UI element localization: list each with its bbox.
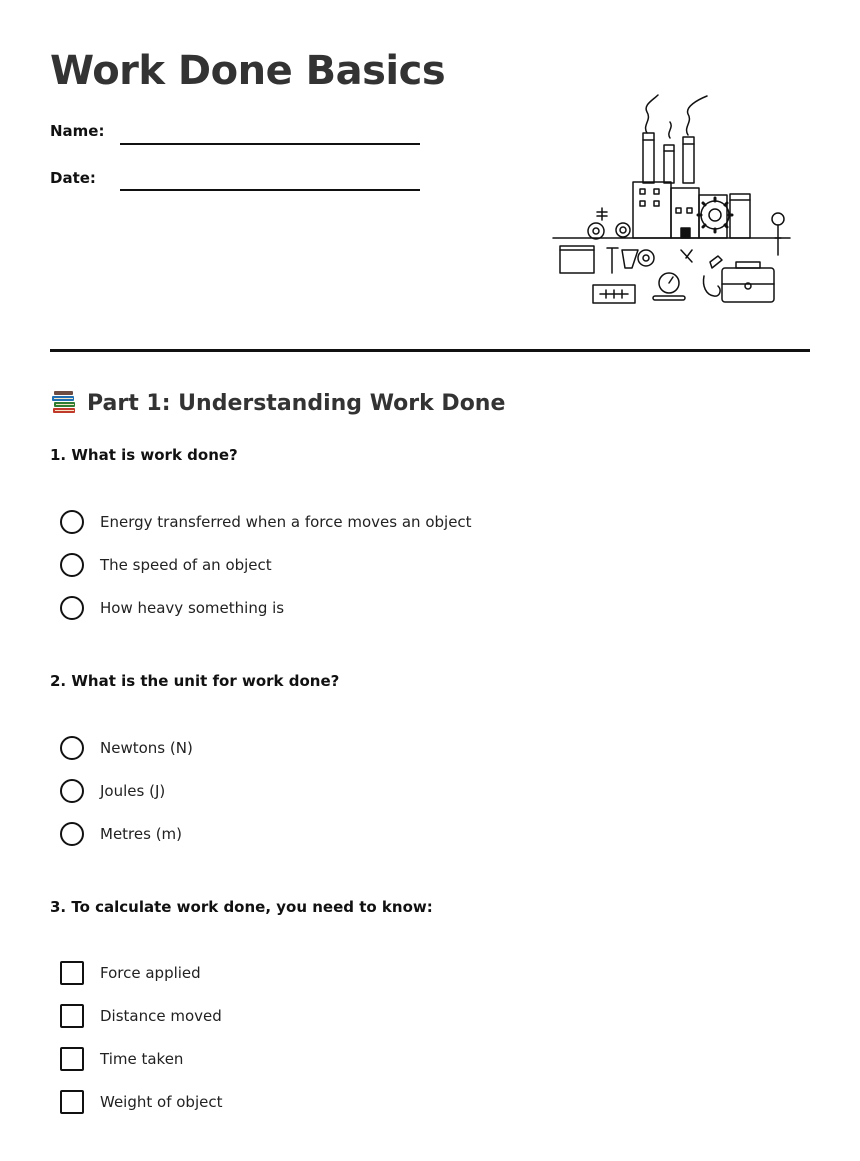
checkbox[interactable] [60,961,84,985]
date-field[interactable] [120,189,420,191]
q3-option-3[interactable] [60,1046,183,1072]
checkbox[interactable] [60,1047,84,1071]
option-label: Newtons (N) [100,739,193,757]
radio-button[interactable] [60,736,84,760]
q1-option-1[interactable] [60,509,472,535]
option-label: How heavy something is [100,599,285,617]
option-label: Weight of object [100,1093,223,1111]
section-divider [50,349,810,352]
question-3: 3. To calculate work done, you need to know: [50,898,433,916]
q1-option-3[interactable] [60,595,284,621]
option-label: Force applied [100,964,201,982]
question-1: 1. What is work done? [50,446,238,464]
name-field[interactable] [120,143,420,145]
question-2: 2. What is the unit for work done? [50,672,340,690]
checkbox[interactable] [60,1090,84,1114]
date-label: Date: [50,169,96,187]
q2-option-2[interactable] [60,778,165,804]
q2-option-3[interactable] [60,821,182,847]
checkbox[interactable] [60,1004,84,1028]
section-heading [50,389,505,417]
page-title: Work Done Basics [50,48,446,94]
option-label: Distance moved [100,1007,222,1025]
q3-option-1[interactable] [60,960,201,986]
q1-option-2[interactable] [60,552,272,578]
option-label: The speed of an object [100,556,272,574]
radio-button[interactable] [60,553,84,577]
radio-button[interactable] [60,596,84,620]
option-label: Joules (J) [100,782,166,800]
option-label: Metres (m) [100,825,183,843]
radio-button[interactable] [60,510,84,534]
radio-button[interactable] [60,822,84,846]
q3-option-2[interactable] [60,1003,222,1029]
section-heading-text: Part 1: Understanding Work Done [87,390,506,416]
q2-option-1[interactable] [60,735,193,761]
name-label: Name: [50,122,105,140]
factory-machinery-illustration [550,90,795,308]
books-icon [50,389,78,417]
option-label: Energy transferred when a force moves an object [100,513,472,531]
option-label: Time taken [100,1050,184,1068]
radio-button[interactable] [60,779,84,803]
q3-option-4[interactable] [60,1089,222,1115]
